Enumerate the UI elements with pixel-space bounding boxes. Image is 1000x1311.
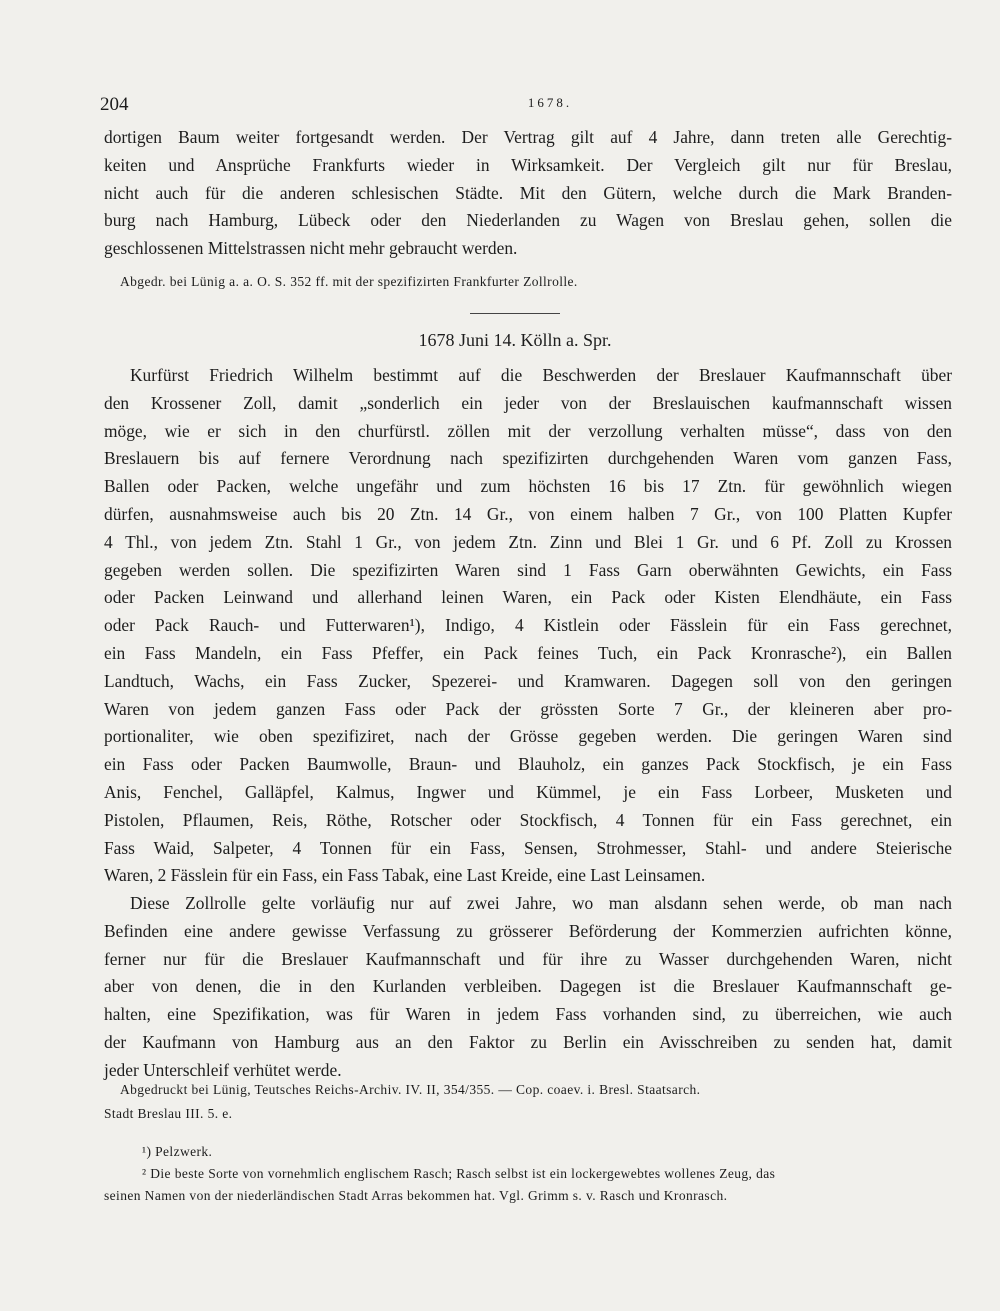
text-line: Waren, 2 Fässlein für ein Fass, ein Fass Tabak, eine Last Kreide, eine Last Leinsamen. xyxy=(104,865,706,886)
footnote-1: ¹) Pelzwerk. xyxy=(142,1144,213,1159)
text-line: Pistolen, Pflaumen, Reis, Röthe, Rotscher oder Stockfisch, 4 Tonnen für ein Fass gerechnet, ein xyxy=(104,809,952,830)
text-line: oder Pack Rauch- und Futterwaren¹), Indigo, 4 Kistlein oder Fässlein für ein Fass gerechnet, xyxy=(104,615,952,636)
footnote-2-continued: seinen Namen von der niederländischen Stadt Arras bekommen hat. Vgl. Grimm s. v. Rasch und Kronrasch. xyxy=(104,1188,728,1203)
text-line: Befinden eine andere gewisse Verfassung zu grösserer Beförderung der Kommerzien aufrichten könne, xyxy=(104,920,952,941)
text-line: Anis, Fenchel, Galläpfel, Kalmus, Ingwer und Kümmel, je ein Fass Lorbeer, Musketen und xyxy=(104,781,952,802)
text-line: möge, wie er sich in den churfürstl. zöllen mit der verzollung verhalten müsse“, dass von den xyxy=(104,420,952,441)
page-number: 204 xyxy=(100,94,129,115)
running-head: 1678. xyxy=(527,95,573,110)
text-line: gegeben werden sollen. Die spezifizirten Waren sind 1 Fass Garn oberwähnten Gewichts, ein Fass xyxy=(104,559,952,580)
text-line: Landtuch, Wachs, ein Fass Zucker, Spezerei- und Kramwaren. Dagegen soll von den geringen xyxy=(104,670,952,691)
entry-source-line: Abgedruckt bei Lünig, Teutsches Reichs-Archiv. IV. II, 354/355. — Cop. coaev. i. Bresl. Staatsarch. xyxy=(120,1082,701,1097)
text-line: dortigen Baum weiter fortgesandt werden. Der Vertrag gilt auf 4 Jahre, dann treten alle Gerechtig- xyxy=(104,127,952,147)
text-line: ein Fass oder Packen Baumwolle, Braun- und Blauholz, ein ganzes Pack Stockfisch, je ein Fass xyxy=(104,754,952,775)
text-line: ein Fass Mandeln, ein Fass Pfeffer, ein Pack feines Tuch, ein Pack Kronrasche²), ein Ballen xyxy=(104,642,952,663)
text-line: Diese Zollrolle gelte vorläufig nur auf zwei Jahre, wo man alsdann sehen werde, ob man nach xyxy=(130,893,952,913)
entry-paragraph-2 xyxy=(104,890,952,1085)
text-line: Waren von jedem ganzen Fass oder Pack der grössten Sorte 7 Gr., der kleineren aber pro- xyxy=(104,698,952,719)
text-line: nicht auch für die anderen schlesischen Städte. Mit den Gütern, welche durch die Mark Branden- xyxy=(104,182,952,203)
text-line: jeder Unterschleif verhütet werde. xyxy=(104,1059,342,1080)
text-line: portionaliter, wie oben spezifiziret, nach der Grösse gegeben werden. Die geringen Waren sind xyxy=(104,726,952,747)
page-header xyxy=(100,94,960,124)
text-line: dürfen, ausnahmsweise auch bis 20 Ztn. 14 Gr., von einem halben 7 Gr., von 100 Platten Kupfer xyxy=(104,503,952,524)
text-line: Breslauern bis auf fernere Verordnung nach spezifizirten durchgehenden Waren vom ganzen Fass, xyxy=(104,448,952,469)
entry-source-line: Stadt Breslau III. 5. e. xyxy=(104,1106,233,1121)
text-line: den Krossener Zoll, damit „sonderlich ein jeder von der Breslauischen kaufmannschaft wissen xyxy=(104,392,952,413)
text-line: oder Packen Leinwand und allerhand leinen Waren, ein Pack oder Kisten Elendhäute, ein Fass xyxy=(104,587,952,608)
text-line: burg nach Hamburg, Lübeck oder den Niederlanden zu Wagen von Breslau gehen, sollen die xyxy=(104,210,952,231)
entry-paragraph-1 xyxy=(104,362,952,890)
previous-entry-source: Abgedr. bei Lünig a. a. O. S. 352 ff. mit der spezifizirten Frankfurter Zollrolle. xyxy=(120,274,578,289)
text-line: 4 Thl., von jedem Ztn. Stahl 1 Gr., von jedem Ztn. Zinn und Blei 1 Gr. und 6 Pf. Zoll zu Krossen xyxy=(104,531,952,552)
text-line: der Kaufmann von Hamburg aus an den Faktor zu Berlin ein Avisschreiben zu senden hat, damit xyxy=(104,1031,952,1052)
text-line: ferner nur für die Breslauer Kaufmannschaft und für ihre zu Wasser durchgehenden Waren, nicht xyxy=(104,948,952,969)
text-line: keiten und Ansprüche Frankfurts wieder in Wirksamkeit. Der Vergleich gilt nur für Breslau, xyxy=(104,154,952,175)
text-line: Kurfürst Friedrich Wilhelm bestimmt auf die Beschwerden der Breslauer Kaufmannschaft über xyxy=(130,365,952,385)
text-line: Fass Waid, Salpeter, 4 Tonnen für ein Fass, Sensen, Strohmesser, Stahl- und andere Steierische xyxy=(104,837,952,858)
text-line: aber von denen, die in den Kurlanden verbleiben. Dagegen ist die Breslauer Kaufmannschaft ge- xyxy=(104,976,952,997)
previous-entry-text xyxy=(104,124,952,263)
footnote-2: ² Die beste Sorte von vornehmlich englischem Rasch; Rasch selbst ist ein lockergewebtes wollenes Zeug, das xyxy=(142,1166,776,1181)
section-divider xyxy=(470,313,560,314)
text-line: halten, eine Spezifikation, was für Waren in jedem Fass vorhanden sind, zu überreichen, wie auch xyxy=(104,1004,952,1025)
text-line: geschlossenen Mittelstrassen nicht mehr gebraucht werden. xyxy=(104,238,518,259)
document-date-heading: 1678 Juni 14. Kölln a. Spr. xyxy=(418,330,612,350)
text-line: Ballen oder Packen, welche ungefähr und zum höchsten 16 bis 17 Ztn. für gewöhnlich wiegen xyxy=(104,476,952,497)
